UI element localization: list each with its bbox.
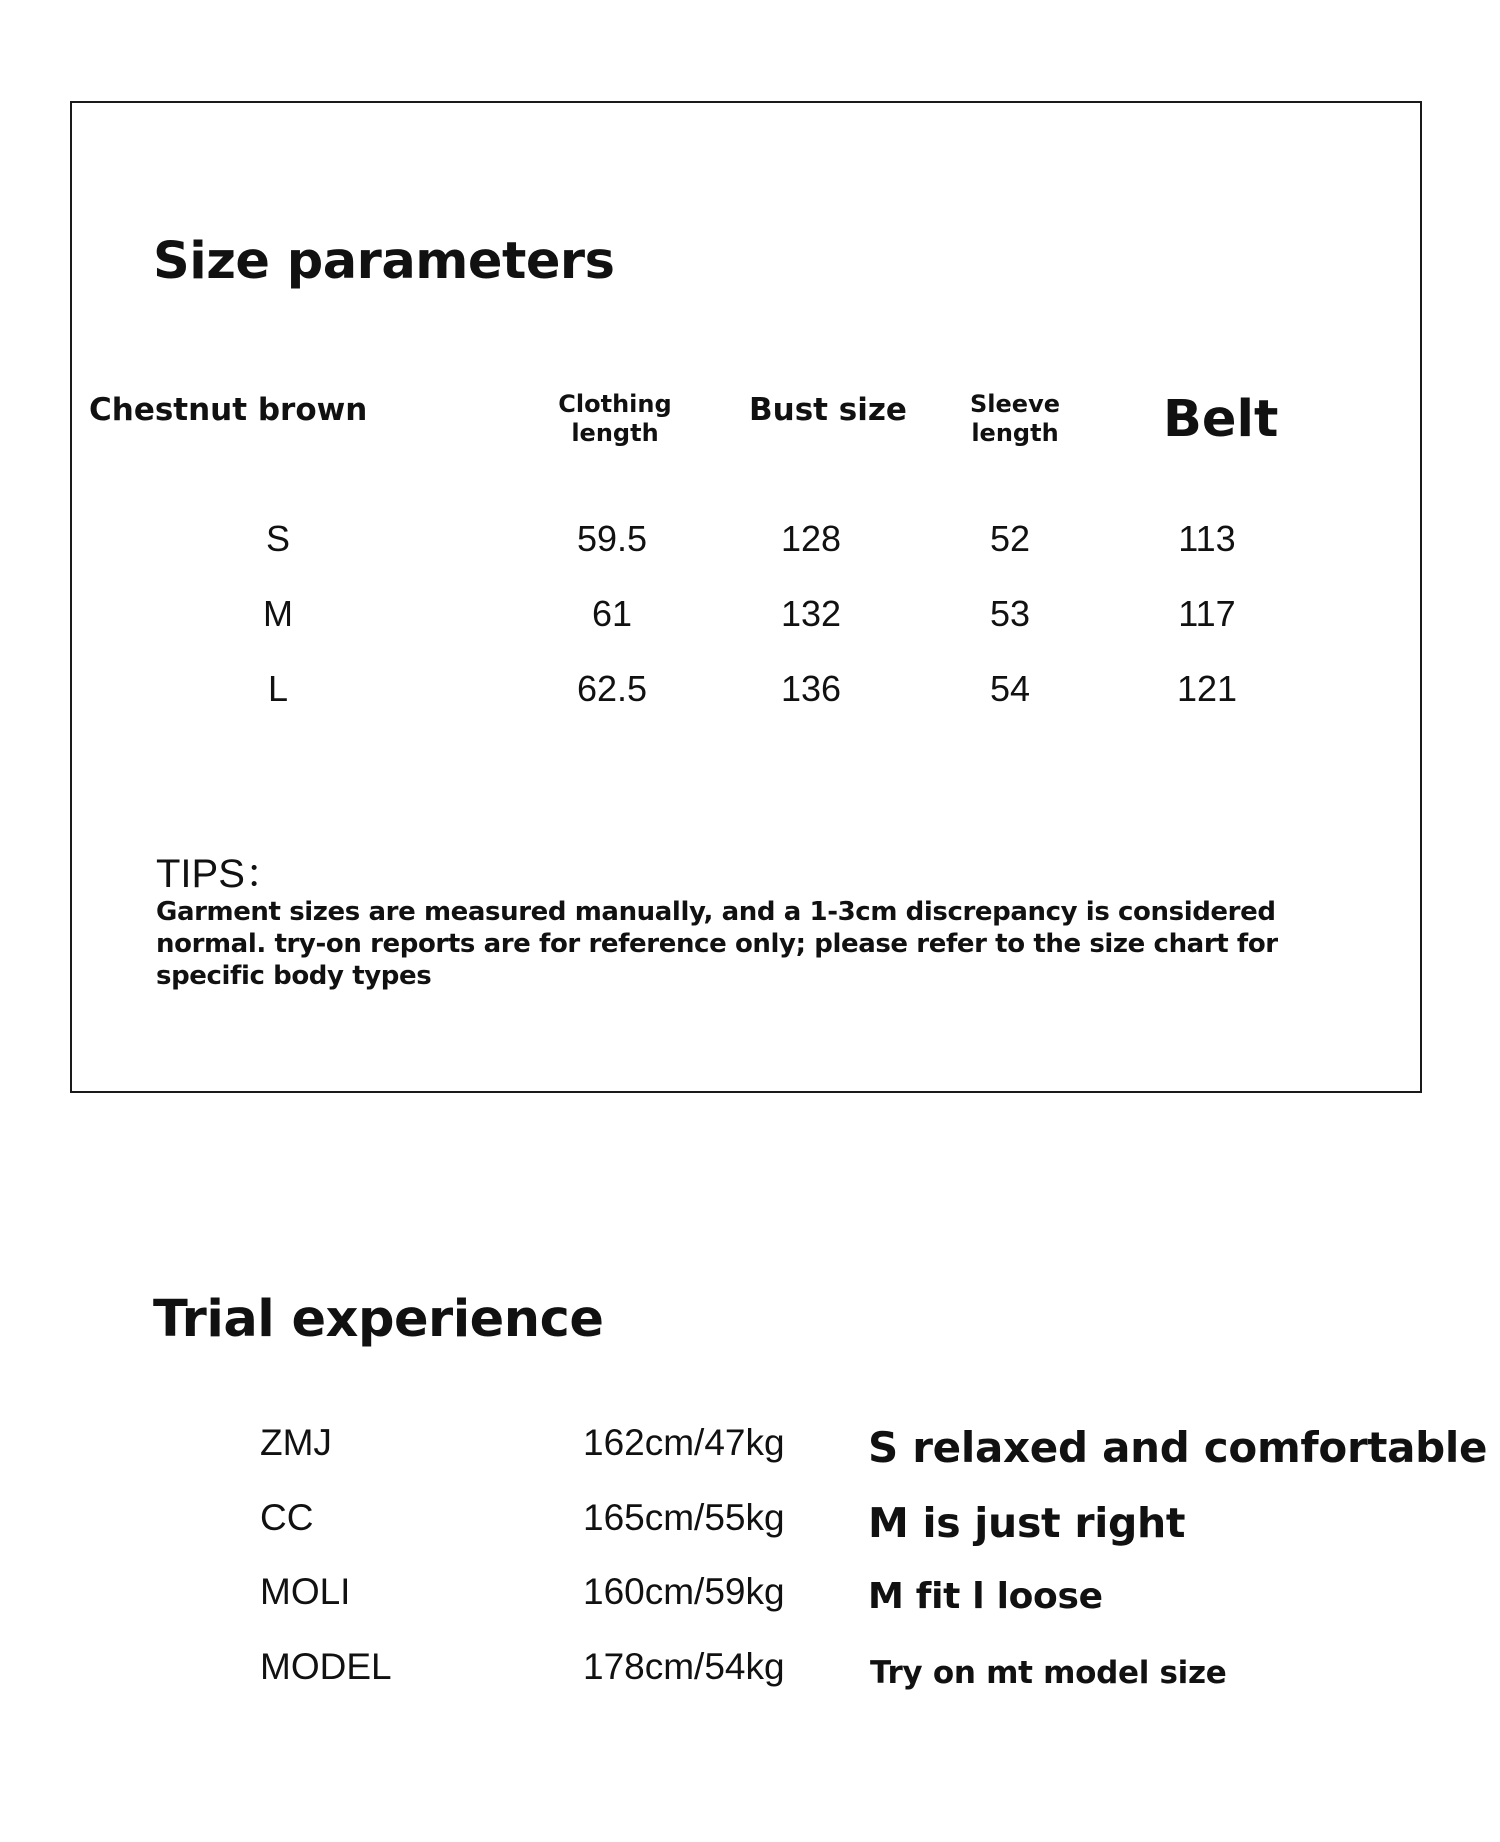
color-label: Chestnut brown xyxy=(89,392,368,428)
column-header-clothing-length xyxy=(550,390,680,448)
size-cell: S xyxy=(265,518,290,559)
bust-size-cell: 128 xyxy=(780,518,842,559)
column-header-line: Sleeve xyxy=(970,390,1060,418)
belt-cell: 121 xyxy=(1176,668,1238,709)
trial-experience-title: Trial experience xyxy=(153,1290,604,1349)
sleeve-length-cell: 52 xyxy=(989,518,1031,559)
column-header-belt: Belt xyxy=(1163,390,1279,449)
trial-name: MODEL xyxy=(260,1646,392,1687)
sleeve-length-cell: 53 xyxy=(989,593,1031,634)
trial-name: ZMJ xyxy=(260,1422,332,1463)
tips-title: TIPS： xyxy=(156,852,285,896)
size-parameters-title: Size parameters xyxy=(153,232,615,291)
bust-size-cell: 132 xyxy=(780,593,842,634)
column-header-line: length xyxy=(971,419,1059,447)
trial-stats: 165cm/55kg xyxy=(583,1497,785,1538)
belt-cell: 113 xyxy=(1178,518,1236,559)
size-cell: L xyxy=(267,668,289,709)
size-cell: M xyxy=(263,593,293,634)
trial-stats: 178cm/54kg xyxy=(583,1646,785,1687)
column-header-sleeve-length xyxy=(950,390,1080,448)
clothing-length-cell: 62.5 xyxy=(576,668,648,709)
trial-stats: 162cm/47kg xyxy=(583,1422,785,1463)
belt-cell: 117 xyxy=(1178,593,1236,634)
clothing-length-cell: 59.5 xyxy=(576,518,648,559)
trial-stats: 160cm/59kg xyxy=(583,1571,785,1612)
column-header-bust-size: Bust size xyxy=(749,392,907,428)
trial-name: MOLI xyxy=(260,1571,351,1612)
clothing-length-cell: 61 xyxy=(591,593,633,634)
column-header-line: length xyxy=(571,419,659,447)
trial-note: M is just right xyxy=(868,1499,1186,1547)
tips-text: Garment sizes are measured manually, and a 1-3cm discrepancy is considered normal. try-on reports are for reference only; please refer to the size chart for specific body types xyxy=(156,897,1278,991)
trial-note: M fit l loose xyxy=(868,1576,1103,1617)
trial-name: CC xyxy=(260,1497,314,1538)
sleeve-length-cell: 54 xyxy=(989,668,1031,709)
trial-note: S relaxed and comfortable xyxy=(868,1423,1488,1472)
trial-note: Try on mt model size xyxy=(870,1655,1227,1691)
column-header-line: Clothing xyxy=(558,390,672,418)
bust-size-cell: 136 xyxy=(780,668,842,709)
